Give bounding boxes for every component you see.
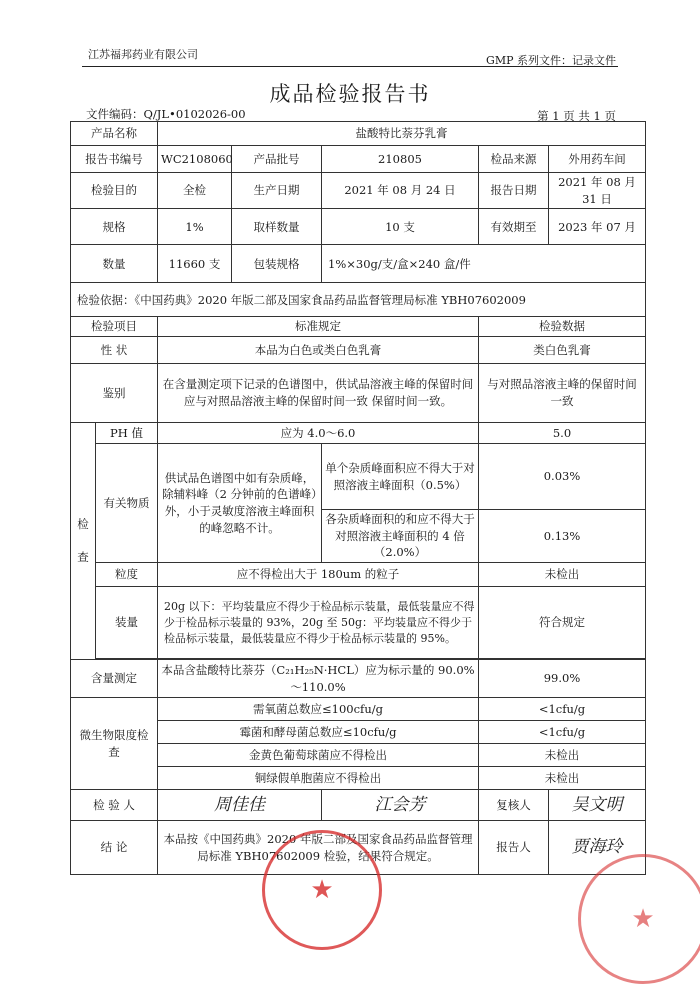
row-particle — [71, 563, 646, 587]
reviewer-signature: 吴文明 — [549, 790, 646, 821]
impurity-res-single: 0.03% — [479, 444, 646, 510]
spec: 1% — [158, 209, 232, 245]
ph-res: 5.0 — [479, 423, 646, 444]
fill-label: 装量 — [96, 587, 158, 659]
report-no-label: 报告书编号 — [71, 146, 158, 173]
row-micro-3 — [71, 744, 646, 767]
assay-label: 含量测定 — [71, 660, 158, 698]
appearance-std: 本品为白色或类白色乳膏 — [158, 337, 479, 364]
row-impurity-1 — [71, 444, 646, 510]
row-micro-4 — [71, 767, 646, 790]
row-report-no — [71, 146, 646, 173]
conclusion: 本品按《中国药典》2020 年版二部及国家食品药品监督管理局标准 YBH07602009 检验，结果符合规定。 — [158, 821, 479, 875]
qty: 11660 支 — [158, 245, 232, 283]
row-micro-2 — [71, 721, 646, 744]
row-inspector — [71, 790, 646, 821]
source: 外用药车间 — [549, 146, 646, 173]
row-fill — [71, 587, 646, 659]
impurity-std-total: 各杂质峰面积的和应不得大于对照溶液主峰面积的 4 倍（2.0%） — [322, 510, 479, 563]
micro-std-aerobic: 需氧菌总数应≤100cfu/g — [158, 698, 479, 721]
identify-std: 在含量测定项下记录的色谱图中，供试品溶液主峰的保留时间应与对照品溶液主峰的保留时间一致 保留时间一致。 — [158, 364, 479, 423]
row-purpose — [71, 173, 646, 209]
row-qty — [71, 245, 646, 283]
purpose-label: 检验目的 — [71, 173, 158, 209]
micro-std-mold: 霉菌和酵母菌总数应≤10cfu/g — [158, 721, 479, 744]
report-title: 成品检验报告书 — [269, 82, 431, 106]
sample-qty-label: 取样数量 — [232, 209, 322, 245]
identify-res: 与对照品溶液主峰的保留时间一致 — [479, 364, 646, 423]
expiry-label: 有效期至 — [479, 209, 549, 245]
conclusion-label: 结 论 — [71, 821, 158, 875]
appearance-res: 类白色乳膏 — [479, 337, 646, 364]
report-date: 2021 年 08 月 31 日 — [549, 173, 646, 209]
micro-res-mold: <1cfu/g — [479, 721, 646, 744]
purpose: 全检 — [158, 173, 232, 209]
impurity-std-single: 单个杂质峰面积应不得大于对照溶液主峰面积（0.5%） — [322, 444, 479, 510]
spec-label: 规格 — [71, 209, 158, 245]
product-name: 盐酸特比萘芬乳膏 — [158, 122, 646, 146]
seal-star-icon: ★ — [631, 904, 655, 934]
col-result: 检验数据 — [479, 317, 646, 337]
report-no: WC2108060 — [158, 146, 232, 173]
sample-qty: 10 支 — [322, 209, 479, 245]
doc-type: GMP 系列文件：记录文件 — [486, 54, 616, 67]
ph-label: PH 值 — [96, 423, 158, 444]
doc-number: 文件编码：Q/JL•0102026-00 — [86, 107, 246, 121]
impurity-res-total: 0.13% — [479, 510, 646, 563]
row-assay — [71, 660, 646, 698]
micro-std-staph: 金黄色葡萄球菌应不得检出 — [158, 744, 479, 767]
micro-label: 微生物限度检查 — [71, 698, 158, 790]
col-standard: 标准规定 — [158, 317, 479, 337]
expiry: 2023 年 07 月 — [549, 209, 646, 245]
inspector-signature-2: 江会芳 — [322, 790, 479, 821]
report-table — [70, 121, 646, 875]
check-label: 检 查 — [71, 423, 96, 660]
row-ph — [71, 423, 646, 444]
assay-res: 99.0% — [479, 660, 646, 698]
appearance-label: 性 状 — [71, 337, 158, 364]
row-basis — [71, 283, 646, 317]
reporter-signature: 贾海玲 — [549, 821, 646, 875]
row-spec — [71, 209, 646, 245]
batch-label: 产品批号 — [232, 146, 322, 173]
row-micro-1 — [71, 698, 646, 721]
source-label: 检品来源 — [479, 146, 549, 173]
seal-star-icon: ★ — [310, 875, 334, 905]
inspector-signature-1: 周佳佳 — [158, 790, 322, 821]
micro-res-aerobic: <1cfu/g — [479, 698, 646, 721]
fill-std: 20g 以下：平均装量应不得少于检品标示装量，最低装量应不得少于检品标示装量的 93%，20g 至 50g：平均装量应不得少于检品标示装量，最低装量应不得少于检品标示装量的 95%。 — [158, 587, 479, 659]
reporter-label: 报告人 — [479, 821, 549, 875]
quality-dept-seal-right — [578, 854, 700, 984]
assay-std: 本品含盐酸特比萘芬（C₂₁H₂₅N·HCL）应为标示量的 90.0%～110.0% — [158, 660, 479, 698]
col-item: 检验项目 — [71, 317, 158, 337]
fill-res: 符合规定 — [479, 587, 646, 659]
quality-dept-seal-left — [262, 830, 382, 950]
header-divider — [82, 66, 618, 67]
particle-label: 粒度 — [96, 563, 158, 587]
row-appearance — [71, 337, 646, 364]
impurity-label: 有关物质 — [96, 444, 158, 563]
micro-std-pseudomonas: 铜绿假单胞菌应不得检出 — [158, 767, 479, 790]
ph-std: 应为 4.0～6.0 — [158, 423, 479, 444]
reviewer-label: 复核人 — [479, 790, 549, 821]
pack: 1%×30g/支/盒×240 盒/件 — [322, 245, 646, 283]
particle-res: 未检出 — [479, 563, 646, 587]
batch: 210805 — [322, 146, 479, 173]
basis: 检验依据：《中国药典》2020 年版二部及国家食品药品监督管理局标准 YBH07602009 — [71, 283, 646, 317]
product-name-label: 产品名称 — [71, 122, 158, 146]
micro-res-pseudomonas: 未检出 — [479, 767, 646, 790]
pack-label: 包装规格 — [232, 245, 322, 283]
report-date-label: 报告日期 — [479, 173, 549, 209]
impurity-std-main: 供试品色谱图中如有杂质峰，除辅料峰（2 分钟前的色谱峰）外，小于灵敏度溶液主峰面积的峰忽略不计。 — [158, 444, 322, 563]
row-columns — [71, 317, 646, 337]
inspector-label: 检 验 人 — [71, 790, 158, 821]
company-name: 江苏福邦药业有限公司 — [88, 48, 198, 61]
row-product-name — [71, 122, 646, 146]
micro-res-staph: 未检出 — [479, 744, 646, 767]
page-info: 第 1 页 共 1 页 — [537, 109, 616, 123]
identify-label: 鉴别 — [71, 364, 158, 423]
row-identify — [71, 364, 646, 423]
particle-std: 应不得检出大于 180um 的粒子 — [158, 563, 479, 587]
qty-label: 数量 — [71, 245, 158, 283]
prod-date-label: 生产日期 — [232, 173, 322, 209]
prod-date: 2021 年 08 月 24 日 — [322, 173, 479, 209]
